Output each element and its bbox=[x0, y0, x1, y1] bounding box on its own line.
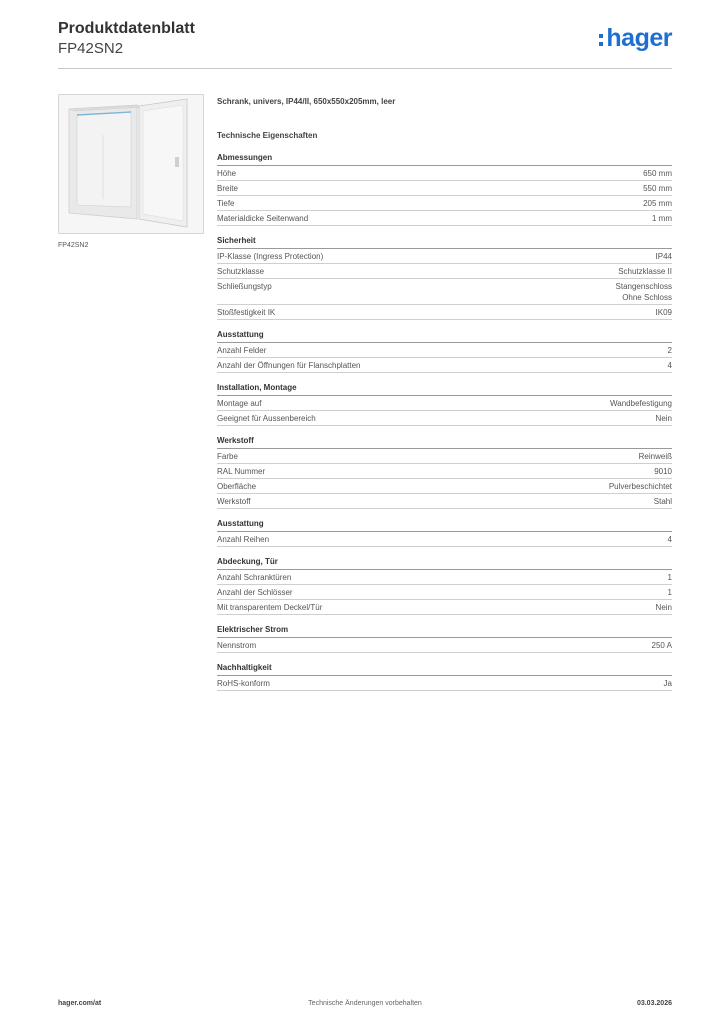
spec-row bbox=[217, 676, 672, 691]
spec-value bbox=[618, 266, 672, 277]
spec-row bbox=[217, 196, 672, 211]
spec-label: Anzahl Schranktüren bbox=[217, 573, 292, 582]
cabinet-illustration-icon bbox=[59, 95, 203, 233]
section-title: Elektrischer Strom bbox=[217, 623, 672, 638]
product-image bbox=[58, 94, 204, 234]
spec-section bbox=[217, 434, 672, 509]
spec-value-text: 1 bbox=[667, 573, 672, 582]
spec-content bbox=[217, 95, 672, 691]
spec-value-text: Nein bbox=[655, 603, 672, 612]
spec-value bbox=[668, 572, 672, 583]
spec-row bbox=[217, 343, 672, 358]
spec-section bbox=[217, 381, 672, 426]
spec-value-text: Ohne Schloss bbox=[622, 293, 672, 302]
spec-value-text: Wandbefestigung bbox=[610, 399, 672, 408]
spec-label: Anzahl der Öffnungen für Flanschplatten bbox=[217, 361, 361, 370]
spec-value-text: 9010 bbox=[654, 467, 672, 476]
spec-value bbox=[668, 534, 672, 545]
spec-row bbox=[217, 305, 672, 320]
section-title: Nachhaltigkeit bbox=[217, 661, 672, 676]
section-title: Ausstattung bbox=[217, 328, 672, 343]
section-title: Abmessungen bbox=[217, 151, 672, 166]
spec-value bbox=[610, 398, 672, 409]
spec-value-text: Ja bbox=[663, 679, 672, 688]
spec-value-text: 1 mm bbox=[652, 214, 672, 223]
spec-row bbox=[217, 449, 672, 464]
spec-row bbox=[217, 532, 672, 547]
spec-value-text: Nein bbox=[655, 414, 672, 423]
spec-row bbox=[217, 585, 672, 600]
spec-value-text: Schutzklasse II bbox=[618, 267, 672, 276]
spec-section bbox=[217, 234, 672, 320]
section-title: Installation, Montage bbox=[217, 381, 672, 396]
spec-label: Stoßfestigkeit IK bbox=[217, 308, 276, 317]
spec-value bbox=[656, 602, 672, 613]
spec-value-text: 2 bbox=[667, 346, 672, 355]
spec-row bbox=[217, 600, 672, 615]
spec-label: RAL Nummer bbox=[217, 467, 266, 476]
spec-section bbox=[217, 555, 672, 615]
spec-value bbox=[639, 451, 672, 462]
section-title: Werkstoff bbox=[217, 434, 672, 449]
spec-label: Montage auf bbox=[217, 399, 262, 408]
product-code: FP42SN2 bbox=[58, 40, 124, 57]
spec-row bbox=[217, 211, 672, 226]
spec-row bbox=[217, 494, 672, 509]
spec-row bbox=[217, 249, 672, 264]
spec-section bbox=[217, 623, 672, 653]
document-title: Produktdatenblatt bbox=[58, 20, 195, 37]
logo-text: hager bbox=[606, 24, 672, 52]
spec-row bbox=[217, 638, 672, 653]
spec-section bbox=[217, 151, 672, 226]
spec-label: Nennstrom bbox=[217, 641, 257, 650]
spec-row bbox=[217, 181, 672, 196]
footer-date: 03.03.2026 bbox=[636, 1000, 672, 1007]
spec-value-text: IP44 bbox=[655, 252, 672, 261]
spec-label: Anzahl der Schlösser bbox=[217, 588, 293, 597]
spec-sections bbox=[217, 151, 672, 691]
spec-value bbox=[652, 640, 672, 651]
spec-section bbox=[217, 517, 672, 547]
footer-note: Technische Änderungen vorbehalten bbox=[308, 1000, 422, 1007]
spec-value-text: 250 A bbox=[651, 641, 672, 650]
spec-label: IP-Klasse (Ingress Protection) bbox=[217, 252, 324, 261]
spec-value bbox=[616, 281, 672, 303]
spec-label: Materialdicke Seitenwand bbox=[217, 214, 309, 223]
spec-label: Farbe bbox=[217, 452, 238, 461]
spec-row bbox=[217, 358, 672, 373]
spec-label: Schutzklasse bbox=[217, 267, 265, 276]
spec-value-text: 205 mm bbox=[643, 199, 672, 208]
hager-logo bbox=[599, 26, 672, 51]
spec-value bbox=[643, 183, 672, 194]
spec-value bbox=[652, 213, 672, 224]
spec-row bbox=[217, 279, 672, 305]
spec-value-text: IK09 bbox=[655, 308, 672, 317]
spec-row bbox=[217, 570, 672, 585]
section-title: Sicherheit bbox=[217, 234, 672, 249]
spec-label: Schließungstyp bbox=[217, 282, 272, 291]
header-divider bbox=[58, 68, 672, 69]
spec-value bbox=[668, 360, 672, 371]
image-caption: FP42SN2 bbox=[58, 242, 89, 249]
spec-value bbox=[609, 481, 672, 492]
spec-value-text: 650 mm bbox=[643, 169, 672, 178]
spec-value bbox=[656, 307, 672, 318]
spec-value-text: Stangenschloss bbox=[615, 282, 672, 291]
spec-section bbox=[217, 661, 672, 691]
spec-section bbox=[217, 328, 672, 373]
spec-row bbox=[217, 264, 672, 279]
spec-value-text: Pulverbeschichtet bbox=[608, 482, 672, 491]
spec-row bbox=[217, 396, 672, 411]
spec-row bbox=[217, 479, 672, 494]
spec-value-text: 1 bbox=[667, 588, 672, 597]
spec-value bbox=[668, 587, 672, 598]
section-title: Abdeckung, Tür bbox=[217, 555, 672, 570]
spec-label: Oberfläche bbox=[217, 482, 257, 491]
section-title: Ausstattung bbox=[217, 517, 672, 532]
spec-label: Werkstoff bbox=[217, 497, 251, 506]
spec-label: Breite bbox=[217, 184, 238, 193]
spec-value bbox=[654, 496, 672, 507]
spec-label: Geeignet für Aussenbereich bbox=[217, 414, 316, 423]
spec-label: Mit transparentem Deckel/Tür bbox=[217, 603, 323, 612]
technical-properties-heading: Technische Eigenschaften bbox=[217, 131, 318, 140]
spec-label: Höhe bbox=[217, 169, 237, 178]
spec-value bbox=[643, 198, 672, 209]
spec-row bbox=[217, 464, 672, 479]
spec-label: Tiefe bbox=[217, 199, 235, 208]
spec-label: Anzahl Reihen bbox=[217, 535, 270, 544]
spec-row bbox=[217, 411, 672, 426]
spec-label: RoHS-konform bbox=[217, 679, 270, 688]
logo-mark-icon bbox=[599, 34, 603, 46]
spec-value-text: Stahl bbox=[653, 497, 672, 506]
product-description: Schrank, univers, IP44/II, 650x550x205mm, leer bbox=[217, 97, 396, 106]
spec-value bbox=[668, 345, 672, 356]
spec-value bbox=[654, 466, 672, 477]
spec-label: Anzahl Felder bbox=[217, 346, 267, 355]
spec-value-text: 4 bbox=[667, 361, 672, 370]
spec-value bbox=[656, 251, 672, 262]
spec-value bbox=[643, 168, 672, 179]
spec-value bbox=[656, 413, 672, 424]
footer-website: hager.com/at bbox=[58, 1000, 102, 1007]
spec-row bbox=[217, 166, 672, 181]
spec-value bbox=[664, 678, 672, 689]
spec-value-text: 4 bbox=[667, 535, 672, 544]
spec-value-text: 550 mm bbox=[643, 184, 672, 193]
spec-value-text: Reinweiß bbox=[638, 452, 672, 461]
